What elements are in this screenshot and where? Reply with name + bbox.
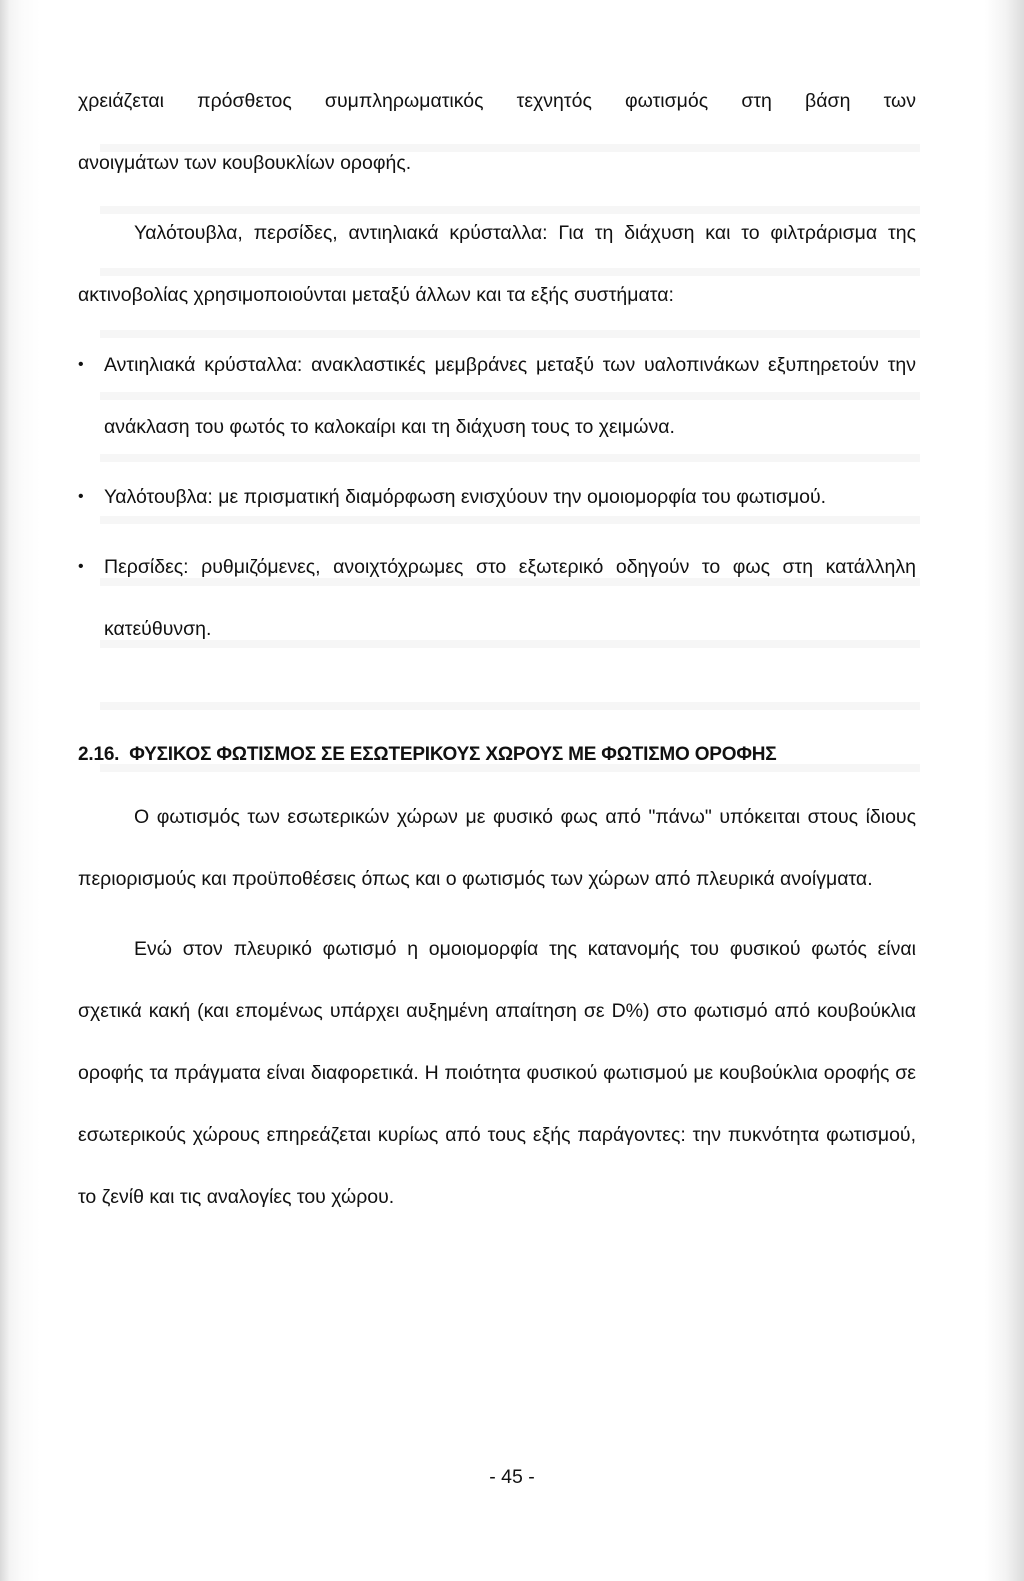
bullet-icon: • [78,356,84,373]
paragraph-systems: Υαλότουβλα, περσίδες, αντιηλιακά κρύσταλλα: Για τη διάχυση και το φιλτράρισμα της ακτινοβολίας χρησιμοποιούνται μεταξύ άλλων και τα εξής συστήματα: [78,222,916,306]
spacer [78,194,916,202]
intro-line-2: ανοιγμάτων των κουβουκλίων οροφής. [78,152,412,174]
paragraph-lateral-vs-overhead: Ενώ στον πλευρικό φωτισμό η ομοιομορφία της κατανομής του φυσικού φωτός είναι σχετικά κακή (και επομένως υπάρχει αυξημένη απαίτηση σε D%) στο φωτισμό από κουβούκλια οροφής τα πράγματα είναι διαφορετικά. Η ποιότητα φυσικού φωτισμού με κουβούκλια οροφής σε εσωτερικούς χώρους επηρεάζεται κυρίως από τους εξής παράγοντες: την πυκνότητα φωτισμού, το ζενίθ και τις αναλογίες του χώρου. [78,938,916,1208]
paragraph-overhead-lighting: Ο φωτισμός των εσωτερικών χώρων με φυσικό φως από "πάνω" υπόκειται στους ίδιους περιορισμούς και προϋποθέσεις όπως και ο φωτισμός των χώρων από πλευρικά ανοίγματα. [78,806,916,890]
section-number: 2.16. [78,744,120,765]
spacer [78,326,916,334]
list-item [78,466,916,528]
list-item-text: Υαλότουβλα: με πρισματική διαμόρφωση ενισχύουν την ομοιομορφία του φωτισμού. [104,486,827,508]
page-content [78,70,916,1228]
list-item [78,334,916,458]
list-item-text: Αντιηλιακά κρύσταλλα: ανακλαστικές μεμβράνες μεταξύ των υαλοπινάκων εξυπηρετούν την ανάκλαση του φωτός το καλοκαίρι και τη διάχυση τους το χειμώνα. [104,354,916,438]
bullet-icon: • [78,488,84,505]
section-heading [78,724,916,786]
spacer [78,528,916,536]
spacer [78,458,916,466]
intro-line-1: χρειάζεται πρόσθετος συμπληρωματικός τεχνητός φωτισμός στη βάση των [78,90,916,112]
list-item-text: Περσίδες: ρυθμιζόμενες, ανοιχτόχρωμες στο εξωτερικό οδηγούν το φως στη κατάλληλη κατεύθυνση. [104,556,916,640]
spacer [78,660,916,724]
section-title: ΦΥΣΙΚΟΣ ΦΩΤΙΣΜΟΣ ΣΕ ΕΣΩΤΕΡΙΚΟΥΣ ΧΩΡΟΥΣ ΜΕ ΦΩΤΙΣΜΟ ΟΡΟΦΗΣ [129,744,777,765]
page-number: - 45 - [489,1466,535,1488]
systems-list [78,334,916,660]
bullet-icon: • [78,558,84,575]
spacer [78,910,916,918]
list-item [78,536,916,660]
